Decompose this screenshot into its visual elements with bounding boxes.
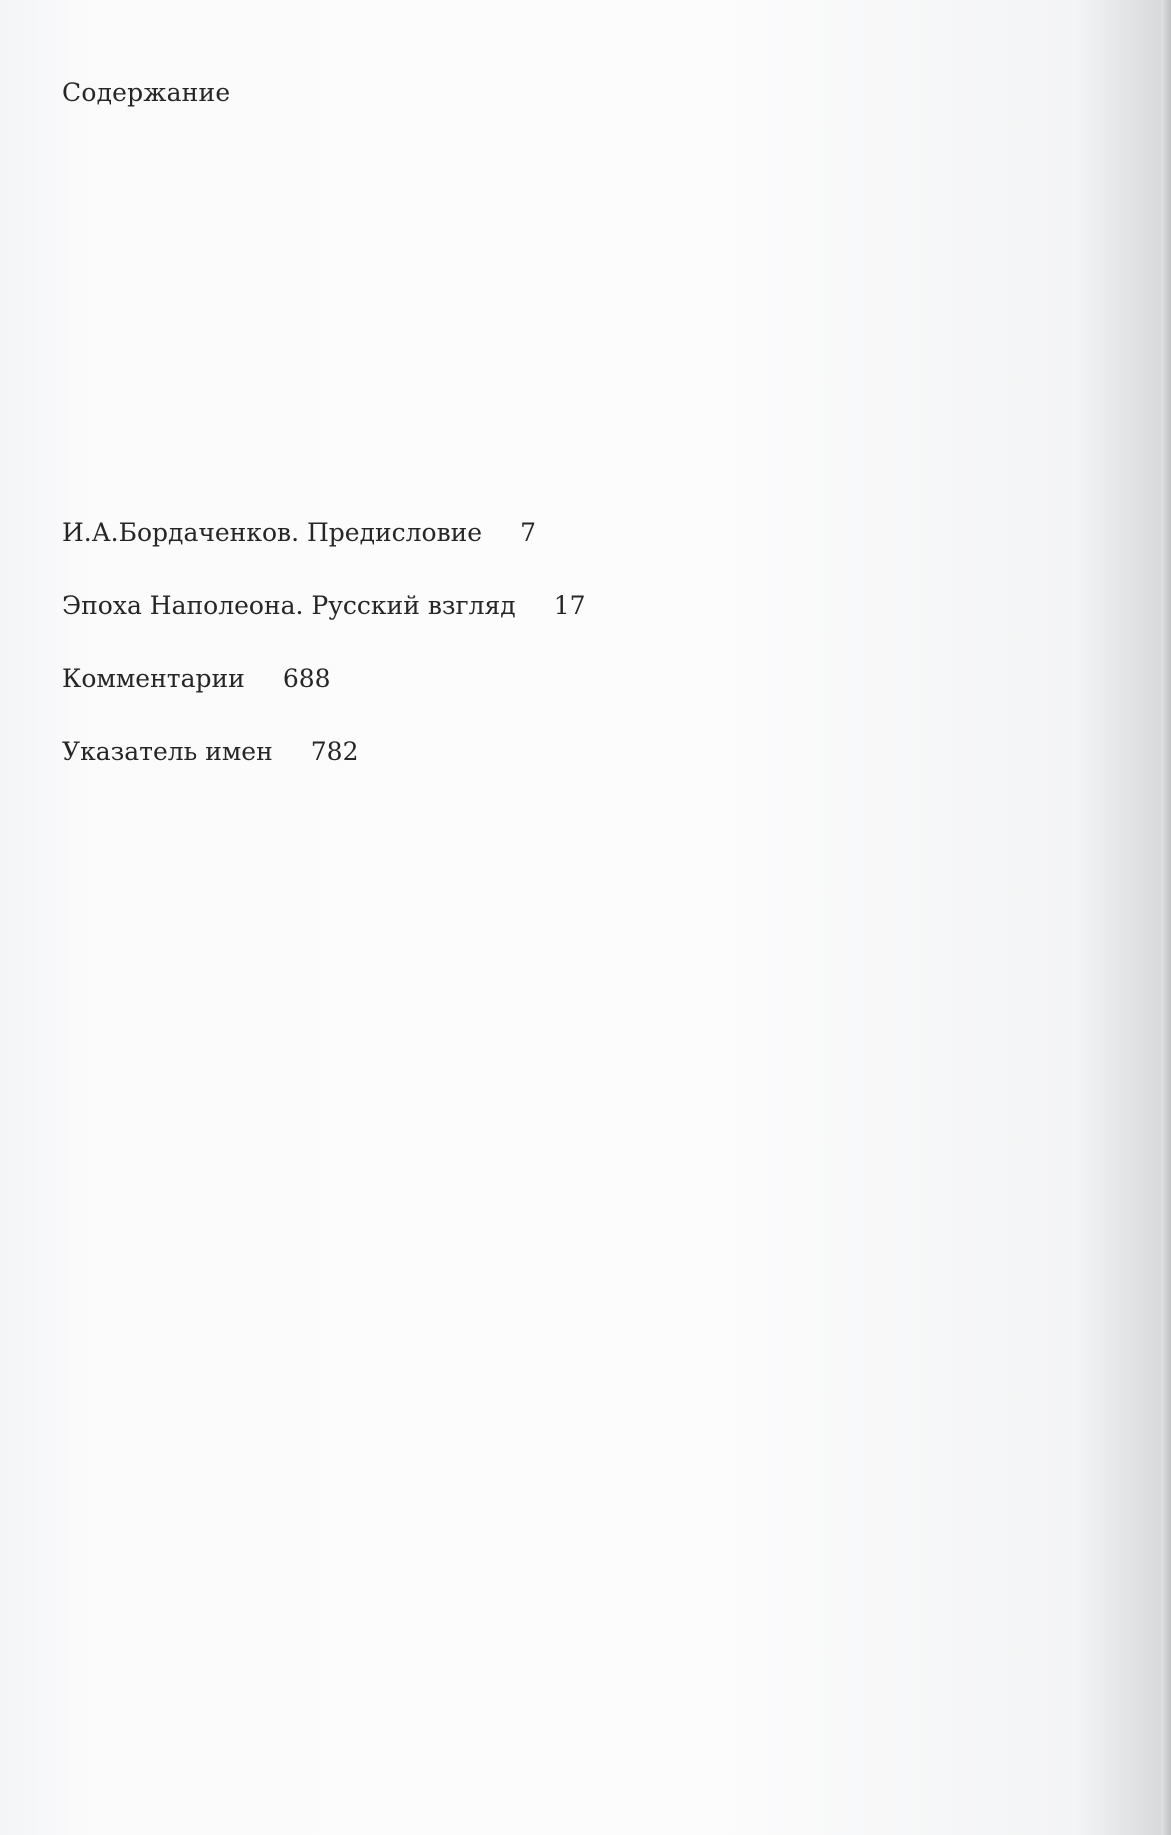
toc-entry-page: 17 bbox=[553, 591, 586, 620]
toc-entry-title: Указатель имен bbox=[62, 737, 273, 766]
toc-heading: Содержание bbox=[62, 78, 231, 107]
toc-entry-main-text bbox=[62, 588, 586, 661]
toc-entry-index bbox=[62, 734, 586, 807]
page-edge bbox=[1161, 0, 1171, 1835]
toc-entry-title: И.А.Бордаченков. Предисловие bbox=[62, 518, 483, 547]
toc-entry-title: Эпоха Наполеона. Русский взгляд bbox=[62, 591, 516, 620]
toc-list bbox=[62, 515, 586, 807]
toc-entry-page: 688 bbox=[282, 664, 331, 693]
toc-entry-page: 782 bbox=[310, 737, 359, 766]
toc-entry-page: 7 bbox=[520, 518, 537, 547]
toc-entry-preface bbox=[62, 515, 586, 588]
toc-entry-commentary bbox=[62, 661, 586, 734]
toc-entry-title: Комментарии bbox=[62, 664, 245, 693]
